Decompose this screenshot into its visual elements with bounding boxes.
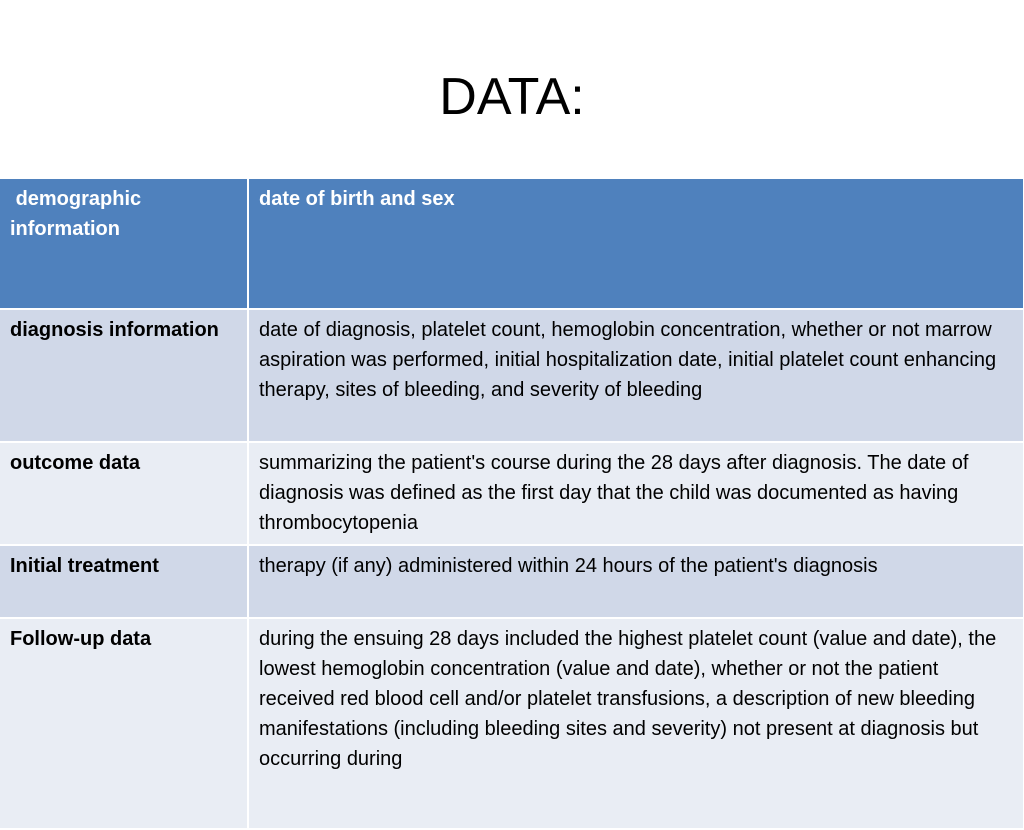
table-header-row — [0, 179, 1024, 309]
row-value-cell: during the ensuing 28 days included the highest platelet count (value and date), the lowest hemoglobin concentration (value and date), whether or not the patient received red blood cell and/or platelet transfusions, a description of new bleeding manifestations (including bleeding sites and severity) not present at diagnosis but occurring during — [248, 618, 1024, 829]
table-row-diagnosis-information — [0, 309, 1024, 442]
row-value-cell: therapy (if any) administered within 24 hours of the patient's diagnosis — [248, 545, 1024, 618]
row-label-cell: diagnosis information — [0, 309, 248, 442]
slide-title: DATA: — [439, 68, 585, 126]
row-label-cell: outcome data — [0, 442, 248, 545]
row-value-cell: date of diagnosis, platelet count, hemoglobin concentration, whether or not marrow aspiration was performed, initial hospitalization date, initial platelet count enhancing therapy, sites of bleeding, and severity of bleeding — [248, 309, 1024, 442]
table-row-initial-treatment — [0, 545, 1024, 618]
header-label-cell: demographic information — [0, 179, 248, 309]
table-row-outcome-data — [0, 442, 1024, 545]
row-value-cell: summarizing the patient's course during the 28 days after diagnosis. The date of diagnosis was defined as the first day that the child was documented as having thrombocytopenia — [248, 442, 1024, 545]
data-table — [0, 179, 1024, 830]
table-row-follow-up-data — [0, 618, 1024, 829]
row-label-cell: Initial treatment — [0, 545, 248, 618]
row-label-cell: Follow-up data — [0, 618, 248, 829]
header-value-cell: date of birth and sex — [248, 179, 1024, 309]
